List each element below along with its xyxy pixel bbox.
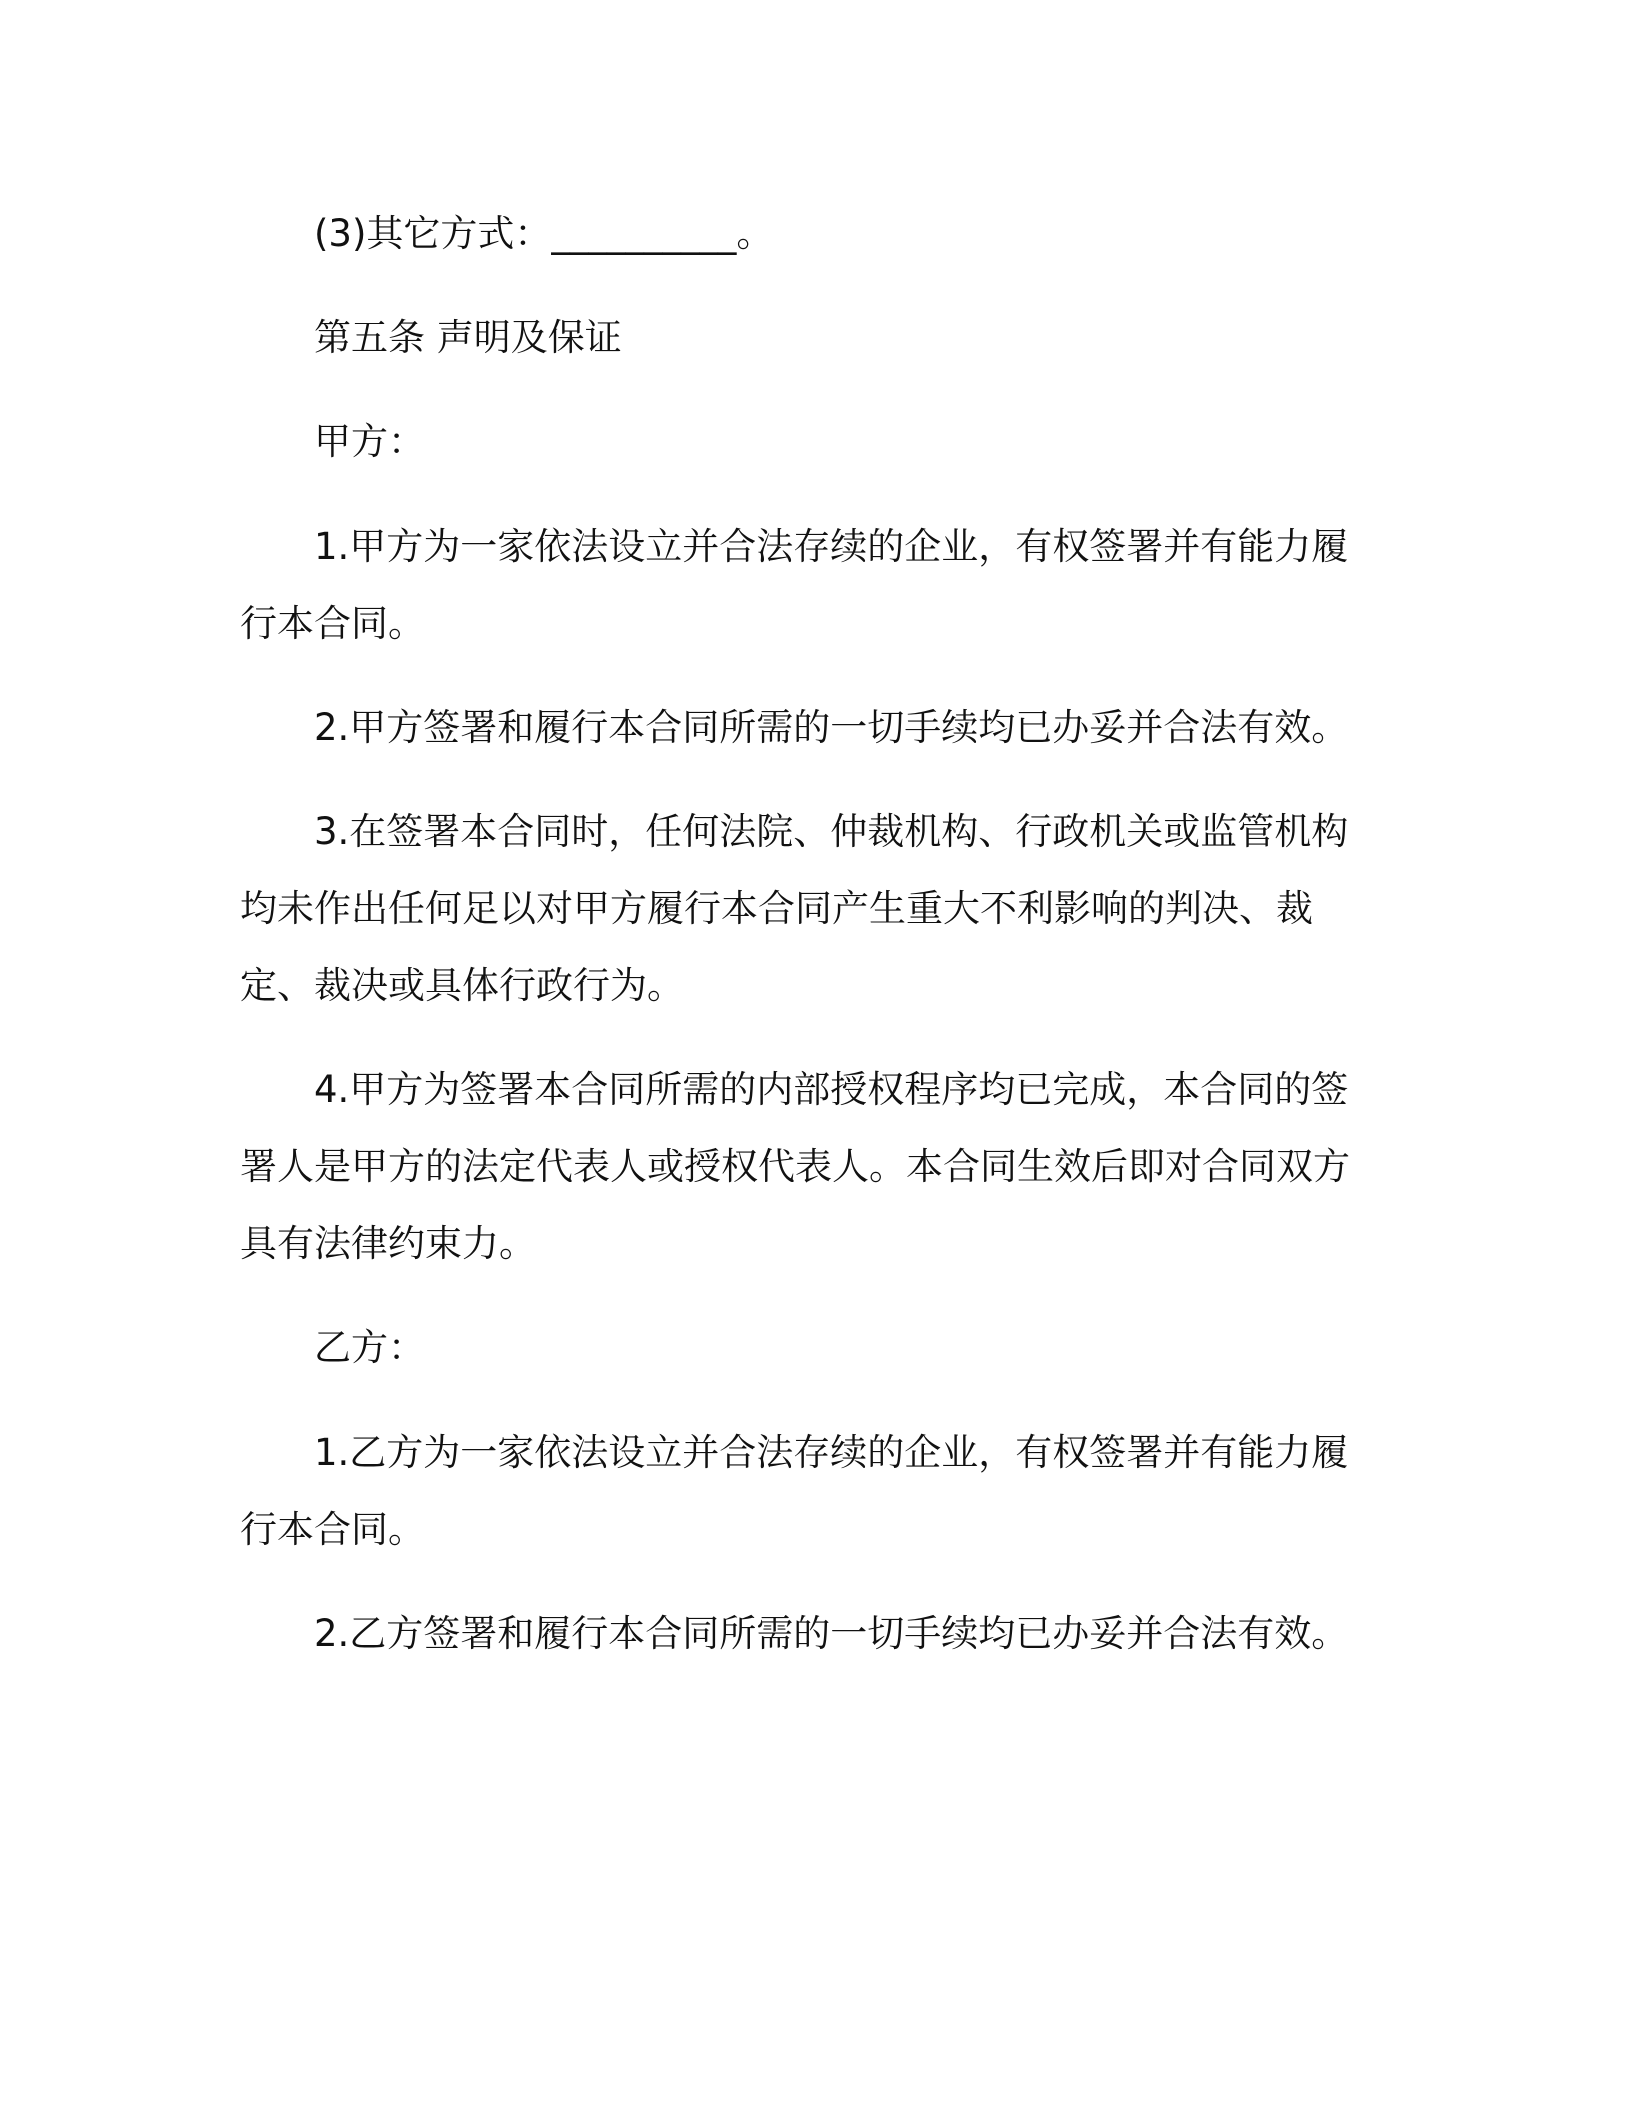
document-body xyxy=(240,195,1370,1672)
party-a-clause-1: 1.甲方为一家依法设立并合法存续的企业，有权签署并有能力履行本合同。 xyxy=(240,525,1349,645)
party-a-heading: 甲方： xyxy=(314,420,425,463)
party-b-clause-1: 1.乙方为一家依法设立并合法存续的企业，有权签署并有能力履行本合同。 xyxy=(240,1431,1349,1551)
paragraph-other-method: (3)其它方式：__________。 xyxy=(314,212,774,255)
party-a-clause-4: 4.甲方为签署本合同所需的内部授权程序均已完成，本合同的签署人是甲方的法定代表人或授权代表人。本合同生效后即对合同双方具有法律约束力。 xyxy=(240,1068,1350,1265)
party-a-clause-3: 3.在签署本合同时，任何法院、仲裁机构、行政机关或监管机构均未作出任何足以对甲方履行本合同产生重大不利影响的判决、裁定、裁决或具体行政行为。 xyxy=(240,810,1349,1007)
party-b-clause-2: 2.乙方签署和履行本合同所需的一切手续均已办妥并合法有效。 xyxy=(314,1612,1349,1655)
article-heading: 第五条 声明及保证 xyxy=(314,316,622,359)
party-b-heading: 乙方： xyxy=(314,1326,425,1369)
party-a-clause-2: 2.甲方签署和履行本合同所需的一切手续均已办妥并合法有效。 xyxy=(314,706,1349,749)
